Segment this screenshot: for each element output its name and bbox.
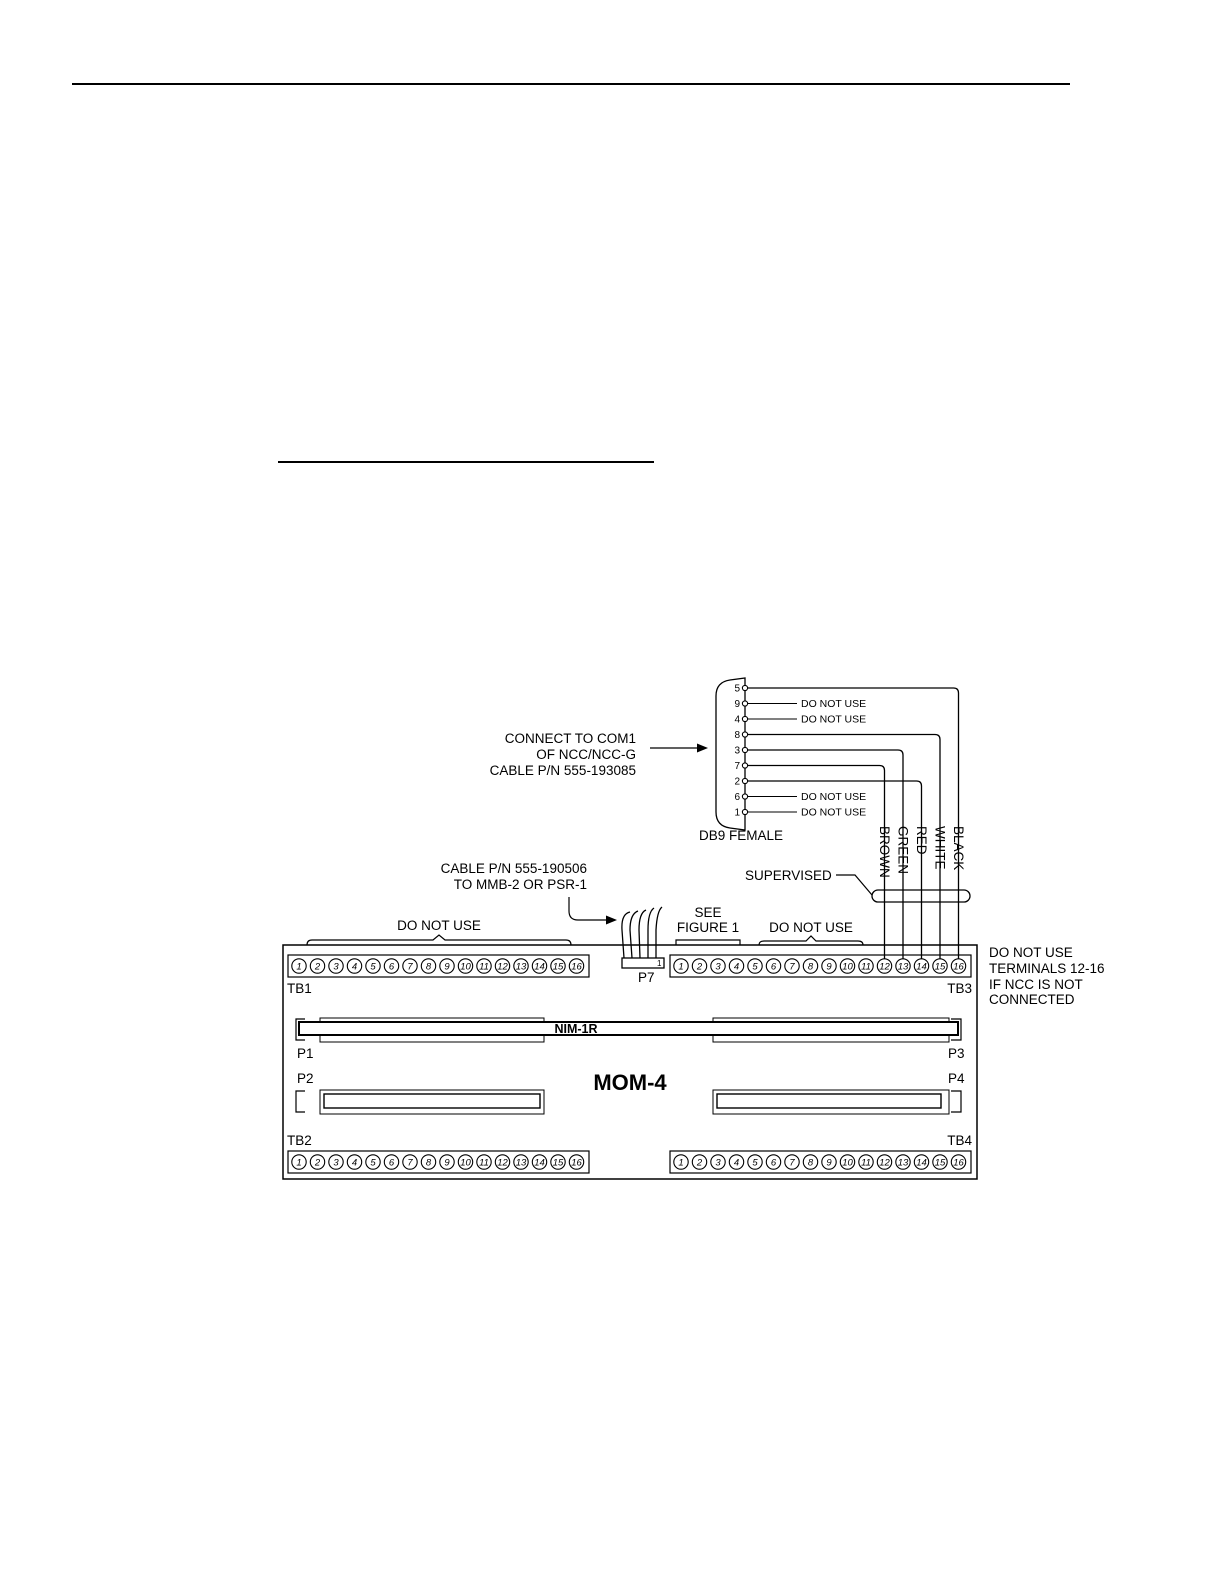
terminal-number: 3 xyxy=(333,1157,339,1169)
terminal-number: 5 xyxy=(752,961,758,973)
db9-pin-8 xyxy=(742,732,747,737)
p1-label: P1 xyxy=(297,1046,314,1061)
supervised-leader xyxy=(836,875,872,895)
db9-pin-note: DO NOT USE xyxy=(801,806,867,819)
wire-color-label: GREEN xyxy=(895,826,911,875)
nim1r-label: NIM-1R xyxy=(554,1022,598,1036)
tb1-label: TB1 xyxy=(287,981,312,996)
tb1-do-not-use xyxy=(307,918,571,945)
p7-cable-callout xyxy=(441,861,617,925)
terminal-number: 13 xyxy=(515,1157,527,1169)
db9-pin-number: 4 xyxy=(734,714,740,726)
p7-cable-line-1: CABLE P/N 555-190506 xyxy=(440,861,587,876)
tb4-terminal-block xyxy=(670,1151,971,1173)
terminal-number: 14 xyxy=(916,1157,927,1169)
wire-color-label: BLACK xyxy=(951,826,966,871)
terminal-number: 6 xyxy=(388,961,395,973)
db9-pin-6 xyxy=(742,794,747,799)
wire-color-label: RED xyxy=(914,826,929,855)
terminal-number: 2 xyxy=(314,1157,321,1169)
db9-pin-9 xyxy=(742,701,747,706)
db9-pin-number: 7 xyxy=(734,761,740,772)
terminal-number: 15 xyxy=(934,961,946,973)
p7-cable-line-2: TO MMB-2 OR PSR-1 xyxy=(453,877,587,892)
terminal-number: 11 xyxy=(861,1157,871,1169)
terminal-number: 6 xyxy=(770,1157,777,1169)
db9-shell xyxy=(716,678,745,830)
p2-label: P2 xyxy=(297,1071,314,1086)
terminal-number: 13 xyxy=(515,961,527,973)
db9-pin-number: 5 xyxy=(734,683,740,695)
terminal-number: 16 xyxy=(571,961,582,973)
terminal-number: 9 xyxy=(444,1157,450,1169)
terminal-number: 3 xyxy=(333,961,339,973)
terminal-number: 2 xyxy=(696,1157,703,1169)
tb1-do-not-use-label: DO NOT USE xyxy=(397,918,481,933)
db9-pin-note: DO NOT USE xyxy=(801,713,867,726)
p3-label: P3 xyxy=(948,1046,965,1061)
db9-pin-note: DO NOT USE xyxy=(801,791,867,803)
tb3-brace xyxy=(759,936,863,945)
terminal-number: 9 xyxy=(826,1157,832,1169)
p7-connector xyxy=(622,907,664,985)
side-note-line-3: IF NCC IS NOT xyxy=(989,977,1083,992)
terminal-number: 3 xyxy=(715,961,721,973)
nim1r-module xyxy=(299,1022,958,1035)
terminal-number: 2 xyxy=(314,961,321,973)
com1-callout-line-2: OF NCC/NCC-G xyxy=(536,747,636,762)
terminal-number: 1 xyxy=(296,1157,302,1169)
db9-pins xyxy=(734,684,866,819)
com1-callout-line-1: CONNECT TO COM1 xyxy=(504,731,636,746)
terminal-number: 9 xyxy=(826,961,832,973)
db9-pin-number: 9 xyxy=(734,699,740,710)
terminal-number: 5 xyxy=(752,1157,758,1169)
terminal-number: 3 xyxy=(715,1157,721,1169)
wire-harness xyxy=(748,688,966,959)
p2-connector-slot xyxy=(324,1094,540,1108)
terminal-number: 15 xyxy=(552,961,564,973)
terminal-number: 11 xyxy=(479,1157,489,1169)
terminal-number: 1 xyxy=(296,961,302,973)
terminal-number: 14 xyxy=(916,961,927,973)
p4-bracket xyxy=(951,1091,961,1112)
terminal-number: 11 xyxy=(479,961,489,973)
p7-cable-arrowhead xyxy=(606,916,617,925)
terminal-number: 13 xyxy=(897,961,909,973)
com1-callout-line-3: CABLE P/N 555-193085 xyxy=(489,763,636,778)
terminal-number: 16 xyxy=(953,961,964,973)
db9-pin-2 xyxy=(742,778,747,783)
db9-pin-1 xyxy=(742,809,747,814)
db9-name: DB9 FEMALE xyxy=(699,828,784,843)
p2-bracket xyxy=(296,1091,305,1112)
side-note xyxy=(989,945,1105,1007)
terminal-number: 13 xyxy=(897,1157,909,1169)
p4-connector-slot xyxy=(717,1094,941,1108)
tb3-terminal-block xyxy=(670,955,971,977)
terminal-number: 12 xyxy=(879,961,890,973)
terminal-number: 9 xyxy=(444,961,450,973)
side-note-line-2: TERMINALS 12-16 xyxy=(989,961,1105,976)
terminal-number: 15 xyxy=(934,1157,946,1169)
terminal-number: 4 xyxy=(733,961,740,973)
tb1-terminal-block xyxy=(288,955,589,977)
tb1-brace xyxy=(307,935,571,945)
wire-black xyxy=(748,688,959,959)
supervised-label: SUPERVISED xyxy=(745,868,832,883)
db9-pin-3 xyxy=(742,747,747,752)
terminal-number: 12 xyxy=(879,1157,890,1169)
terminal-number: 14 xyxy=(534,961,545,973)
terminal-number: 4 xyxy=(351,1157,358,1169)
terminal-number: 7 xyxy=(789,961,795,973)
db9-pin-note: DO NOT USE xyxy=(801,698,867,710)
side-note-line-1: DO NOT USE xyxy=(989,945,1073,960)
board-outline xyxy=(283,945,977,1179)
terminal-number: 6 xyxy=(770,961,777,973)
db9-pin-number: 6 xyxy=(734,792,740,803)
p7-label: P7 xyxy=(638,970,655,985)
terminal-number: 8 xyxy=(807,1157,814,1169)
com1-callout-arrowhead xyxy=(697,744,708,753)
wire-color-label: BROWN xyxy=(877,826,892,878)
side-note-line-4: CONNECTED xyxy=(989,992,1075,1007)
db9-pin-number: 3 xyxy=(734,745,740,757)
p7-pin1: 1 xyxy=(657,959,662,968)
com1-callout xyxy=(490,731,708,778)
terminal-number: 5 xyxy=(370,961,376,973)
db9-pin-number: 8 xyxy=(734,730,740,741)
tb3-do-not-use-label: DO NOT USE xyxy=(769,920,853,935)
tb4-label: TB4 xyxy=(947,1133,972,1148)
tb2-label: TB2 xyxy=(287,1133,312,1148)
terminal-number: 8 xyxy=(807,961,814,973)
terminal-number: 16 xyxy=(571,1157,582,1169)
terminal-number: 2 xyxy=(696,961,703,973)
db9-pin-4 xyxy=(742,716,747,721)
terminal-number: 4 xyxy=(733,1157,740,1169)
terminal-number: 10 xyxy=(460,1157,471,1169)
terminal-number: 7 xyxy=(407,961,413,973)
terminal-number: 10 xyxy=(460,961,471,973)
tb3-notes xyxy=(676,905,863,945)
terminal-number: 5 xyxy=(370,1157,376,1169)
db9-pin-7 xyxy=(742,763,747,768)
supervised-callout xyxy=(745,868,970,902)
terminal-number: 4 xyxy=(351,961,358,973)
terminal-number: 10 xyxy=(842,961,853,973)
p4-label: P4 xyxy=(948,1071,965,1086)
wire-color-label: WHITE xyxy=(932,826,948,870)
terminal-number: 12 xyxy=(497,961,508,973)
tb2-terminal-block xyxy=(288,1151,589,1173)
terminal-number: 12 xyxy=(497,1157,508,1169)
terminal-number: 8 xyxy=(425,961,432,973)
terminal-number: 7 xyxy=(789,1157,795,1169)
see-figure-line-2: FIGURE 1 xyxy=(676,920,740,935)
db9-pin-number: 1 xyxy=(734,807,740,819)
mom4-board xyxy=(283,945,977,1179)
terminal-number: 8 xyxy=(425,1157,432,1169)
p7-ribbon xyxy=(622,907,662,958)
terminal-number: 10 xyxy=(842,1157,853,1169)
terminal-number: 11 xyxy=(861,961,871,973)
terminal-blocks xyxy=(288,955,971,1173)
terminal-number: 7 xyxy=(407,1157,413,1169)
p7-cable-arrow xyxy=(569,897,607,920)
db9-pin-5 xyxy=(742,685,747,690)
terminal-number: 6 xyxy=(388,1157,395,1169)
terminal-number: 1 xyxy=(678,1157,684,1169)
terminal-number: 14 xyxy=(534,1157,545,1169)
db9-pin-number: 2 xyxy=(734,776,740,788)
terminal-number: 1 xyxy=(678,961,684,973)
tb3-label: TB3 xyxy=(947,981,972,996)
terminal-number: 16 xyxy=(953,1157,964,1169)
db9-connector xyxy=(699,678,866,843)
see-figure-line-1: SEE xyxy=(694,905,722,920)
terminal-number: 15 xyxy=(552,1157,564,1169)
board-title: MOM-4 xyxy=(593,1070,667,1095)
